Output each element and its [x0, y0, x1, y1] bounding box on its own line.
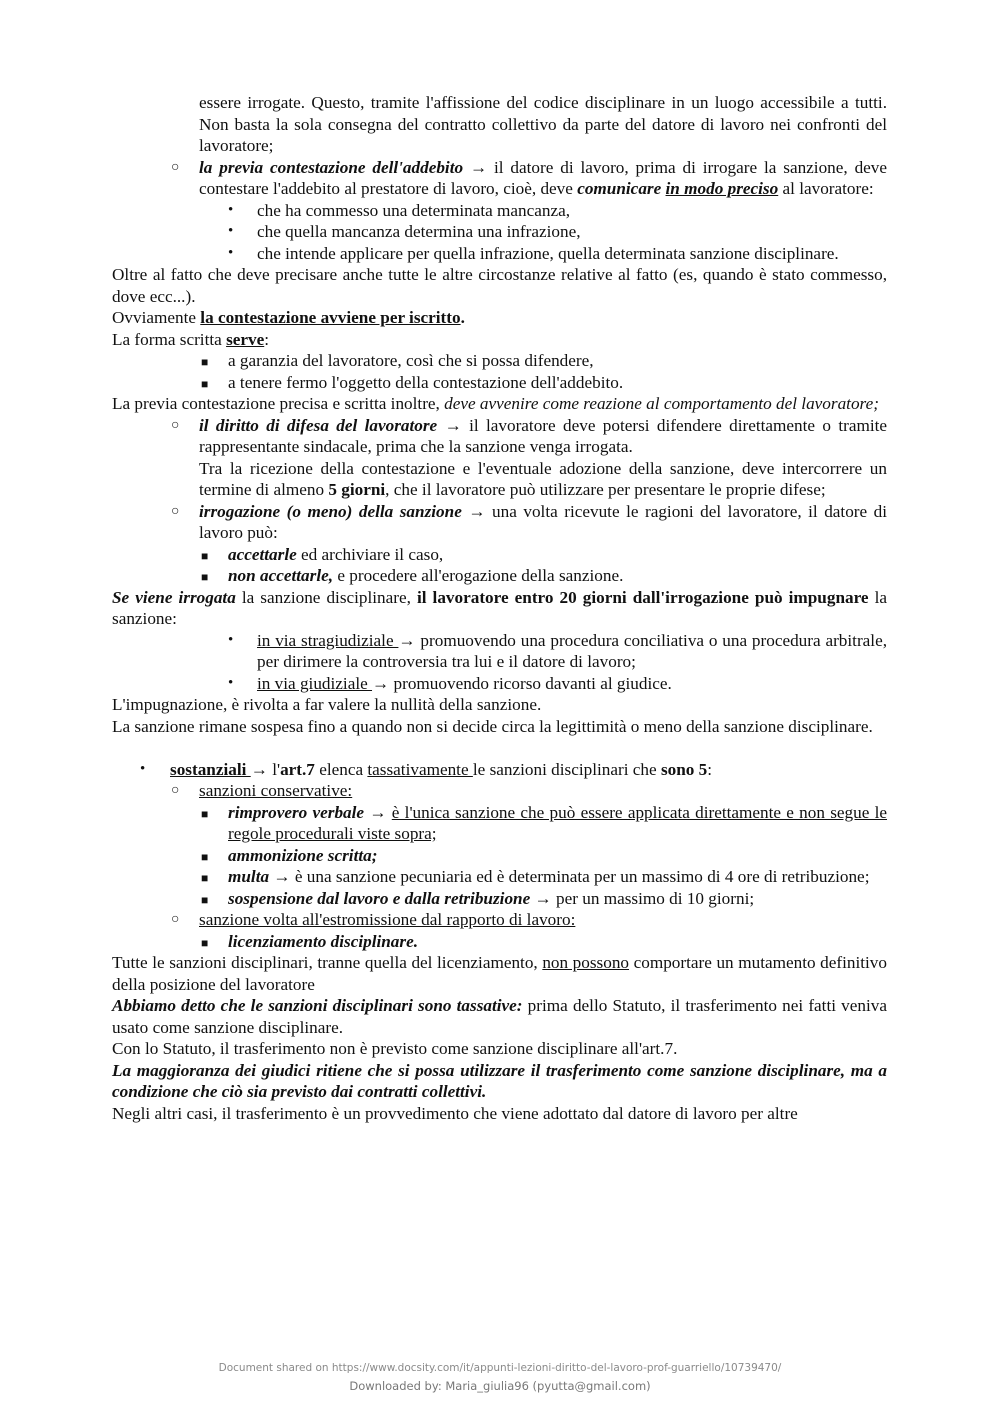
paragraph-se-viene: Se viene irrogata la sanzione disciplinare, il lavoratore entro 20 giorni dall'irrogazione può impugnare la sanzione: [112, 587, 888, 628]
square-bullet-icon: ■ [201, 849, 209, 864]
sublist-label-estromissione: ○ sanzione volta all'estromissione dal rapporto di lavoro: [171, 910, 576, 929]
list-item: • che ha commesso una determinata mancanza, [228, 200, 571, 220]
paragraph-intro-cont: essere irrogate. Questo, tramite l'affissione del codice disciplinare in un luogo accessibile a tutti. Non basta la sola consegna del contratto collettivo da parte del datore di lavoro nei confronti del lavoratore; [199, 93, 887, 155]
square-bullet-icon: ■ [201, 806, 209, 821]
arrow-icon: → [469, 157, 488, 177]
square-bullet-icon: ■ [201, 355, 209, 369]
square-bullet-icon: ■ [201, 892, 209, 907]
square-bullet-icon: ■ [201, 570, 209, 584]
arrow-icon: → [398, 630, 416, 650]
circle-bullet-icon: ○ [171, 417, 180, 433]
list-item-sostanziali: • sostanziali → l'art.7 elenca tassativamente le sanzioni disciplinari che sono 5: [140, 759, 713, 779]
arrow-icon: → [372, 673, 390, 693]
circle-bullet-icon: ○ [171, 912, 180, 927]
document-page [112, 92, 887, 1124]
square-bullet-icon: ■ [201, 871, 209, 885]
paragraph-maggioranza: La maggioranza dei giudici ritiene che si possa utilizzare il trasferimento come sanzione disciplinare, ma a condizione che ciò sia previsto dai contratti collettivi. [112, 1060, 887, 1101]
bullet-icon: • [228, 244, 234, 261]
arrow-icon: → [534, 888, 552, 908]
list-item: • che intende applicare per quella infrazione, quella determinata sanzione disciplinare. [228, 243, 839, 263]
paragraph-oltre: Oltre al fatto che deve precisare anche tutte le altre circostanze relative al fatto (es, quando è stato commesso, dove ecc...). [112, 265, 887, 306]
paragraph-difesa-termine: Tra la ricezione della contestazione e l'eventuale adozione della sanzione, deve intercorrere un termine di almeno 5 giorni, che il lavoratore può utilizzare per presentare le proprie difese; [199, 458, 887, 499]
footer-shared-link: Document shared on https://www.docsity.com/it/appunti-lezioni-diritto-del-lavoro-prof-guarriello/10739470/ [218, 1362, 782, 1374]
paragraph-impugnazione: L'impugnazione, è rivolta a far valere la nullità della sanzione. [112, 695, 542, 714]
sublist-label-conservative: ○ sanzioni conservative: [171, 781, 353, 800]
circle-bullet-icon: ○ [171, 159, 180, 175]
list-item: ■ multa → è una sanzione pecuniaria ed è determinata per un massimo di 4 ore di retribuzione; [112, 866, 887, 888]
list-item-difesa: ○ il diritto di difesa del lavoratore → il lavoratore deve potersi difendere direttamente o tramite rappresentante sindacale, prima che la sanzione venga irrogata. [171, 415, 888, 456]
bullet-icon: • [228, 674, 234, 691]
list-item-irrogazione: ○ irrogazione (o meno) della sanzione → una volta ricevute le ragioni del lavoratore, il datore di lavoro può: [171, 501, 888, 542]
arrow-icon: → [250, 759, 268, 779]
bullet-icon: • [228, 201, 234, 218]
list-item: • in via stragiudiziale → promuovendo una procedura conciliativa o una procedura arbitrale, per dirimere la controversia tra lui e il datore di lavoro; [228, 630, 888, 671]
list-item: • che quella mancanza determina una infrazione, [228, 222, 581, 241]
paragraph-tutte: Tutte le sanzioni disciplinari, tranne quella del licenziamento, non possono comportare un mutamento definitivo della posizione del lavoratore [112, 953, 887, 994]
list-item: ■ a garanzia del lavoratore, così che si possa difendere, [112, 350, 887, 372]
list-item: ■ licenziamento disciplinare. [112, 931, 887, 953]
arrow-icon: → [273, 867, 291, 886]
bullet-icon: • [228, 223, 234, 239]
list-item: ■ non accettarle, e procedere all'erogazione della sanzione. [112, 565, 887, 587]
paragraph-previa: La previa contestazione precisa e scritta inoltre, deve avvenire come reazione al comportamento del lavoratore; [112, 394, 879, 413]
footer-downloaded-by: Downloaded by: Maria_giulia96 (pyutta@gmail.com) [349, 1379, 651, 1393]
square-bullet-icon: ■ [201, 548, 209, 563]
paragraph-negli: Negli altri casi, il trasferimento è un provvedimento che viene adottato dal datore di lavoro per altre [112, 1103, 798, 1123]
paragraph-ovviamente: Ovviamente la contestazione avviene per iscritto. [112, 308, 465, 327]
list-item: • in via giudiziale → promuovendo ricorso davanti al giudice. [228, 673, 672, 693]
list-item: ■ rimprovero verbale → è l'unica sanzione che può essere applicata direttamente e non segue le regole procedurali viste sopra; [201, 802, 888, 843]
bullet-icon: • [228, 631, 234, 648]
arrow-icon: → [444, 415, 462, 435]
circle-bullet-icon: ○ [171, 783, 180, 798]
paragraph-sospesa: La sanzione rimane sospesa fino a quando non si decide circa la legittimità o meno della sanzione disciplinare. [112, 716, 873, 736]
paragraph-forma: La forma scritta serve: [112, 329, 270, 349]
circle-bullet-icon: ○ [171, 503, 180, 519]
list-item: ■ accettarle ed archiviare il caso, [112, 544, 887, 566]
list-item: ■ ammonizione scritta; [112, 845, 887, 867]
list-item-contestazione: ○ la previa contestazione dell'addebito → il datore di lavoro, prima di irrogare la sanzione, deve contestare l'addebito al prestatore di lavoro, cioè, deve comunicare in modo preciso al lavoratore: [171, 157, 888, 198]
list-item: ■ a tenere fermo l'oggetto della contestazione dell'addebito. [112, 372, 887, 394]
bullet-icon: • [140, 760, 146, 777]
list-item: ■ sospensione dal lavoro e dalla retribuzione → per un massimo di 10 giorni; [112, 888, 887, 910]
square-bullet-icon: ■ [201, 376, 209, 391]
paragraph-statuto: Con lo Statuto, il trasferimento non è previsto come sanzione disciplinare all'art.7. [112, 1039, 678, 1058]
paragraph-abbiamo: Abbiamo detto che le sanzioni disciplinari sono tassative: prima dello Statuto, il trasferimento nei fatti veniva usato come sanzione disciplinare. [112, 996, 887, 1037]
arrow-icon: → [468, 501, 486, 521]
square-bullet-icon: ■ [201, 935, 209, 950]
arrow-icon: → [369, 802, 387, 822]
